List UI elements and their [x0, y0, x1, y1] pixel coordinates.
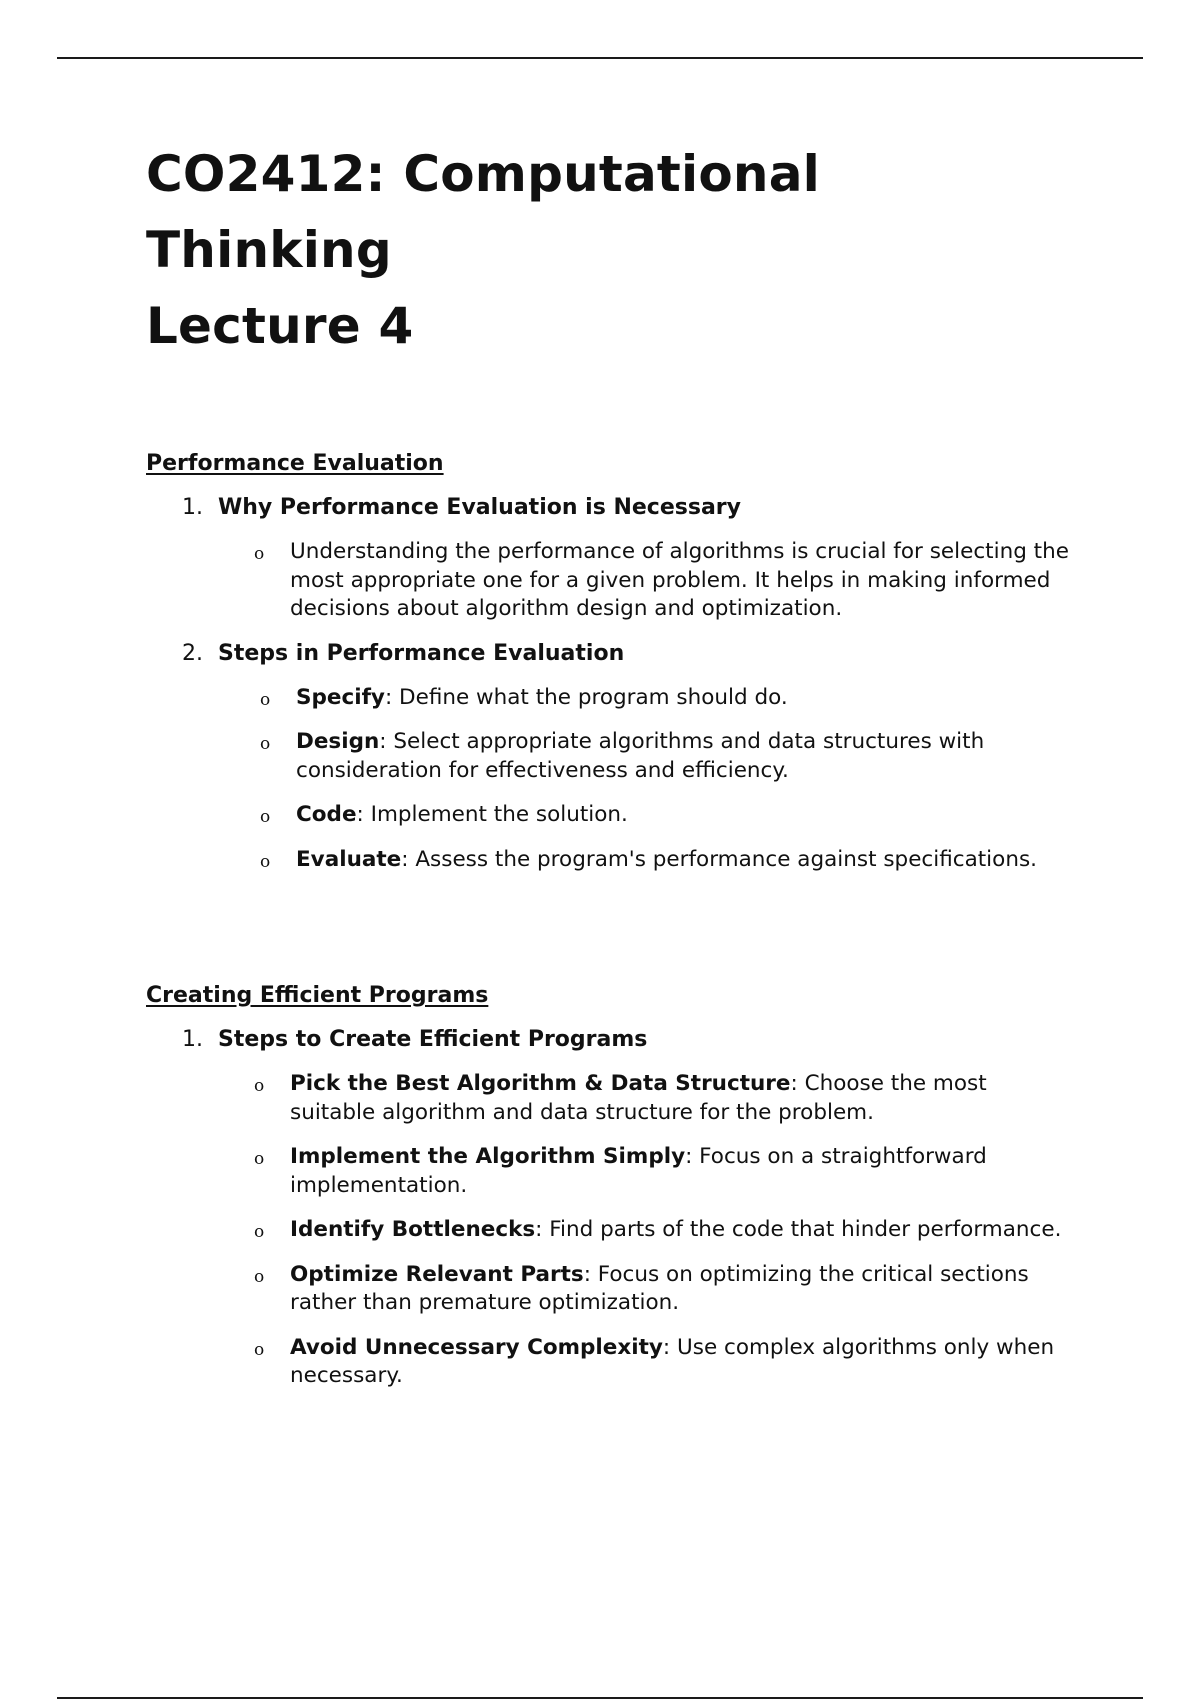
bullet-text: : Focus on a straightforward implementation. [290, 1144, 987, 1198]
bullet-term: Specify [296, 684, 385, 710]
hollow-bullet-icon: o [260, 807, 271, 827]
bullet-item [218, 801, 1076, 830]
title-line-2: Lecture 4 [146, 297, 414, 355]
bullet-term: Avoid Unnecessary Complexity [290, 1334, 663, 1360]
item-heading: Steps in Performance Evaluation [218, 640, 625, 666]
bullet-term: Code [296, 802, 357, 827]
section-heading-creating-efficient-programs: Creating Efficient Programs [146, 983, 489, 1008]
item-number: 1. [182, 495, 203, 520]
bullet-text: : Choose the most suitable algorithm and data structure for the problem. [290, 1071, 987, 1125]
bullet-item [218, 728, 1076, 785]
hollow-bullet-icon: o [254, 544, 265, 564]
bullet-term: Design [296, 729, 380, 754]
bullet-term: Pick the Best Algorithm & Data Structure [290, 1071, 791, 1096]
bullet-text: : Implement the solution. [356, 802, 628, 827]
document-title [146, 136, 1076, 364]
title-line-1: CO2412: Computational Thinking [146, 145, 820, 279]
hollow-bullet-icon: o [260, 734, 271, 754]
numbered-list [146, 494, 1076, 874]
list-item [146, 494, 1076, 624]
bottom-divider [57, 1697, 1143, 1699]
bullet-term: Evaluate [296, 846, 402, 872]
list-item [146, 1026, 1076, 1391]
numbered-list [146, 1026, 1076, 1391]
bullet-text: Understanding the performance of algorithms is crucial for selecting the most appropriate one for a given problem. It helps in making informed decisions about algorithm design and optimization. [290, 539, 1069, 621]
top-divider [57, 57, 1143, 59]
item-heading: Why Performance Evaluation is Necessary [218, 495, 741, 520]
bullet-item [218, 1070, 1076, 1127]
item-heading: Steps to Create Efficient Programs [218, 1027, 648, 1052]
bullet-text: : Assess the program's performance against specifications. [401, 846, 1037, 872]
bullet-text: : Focus on optimizing the critical sections rather than premature optimization. [290, 1261, 1029, 1315]
bullet-text: : Use complex algorithms only when necessary. [290, 1334, 1055, 1388]
hollow-bullet-icon: o [254, 1149, 265, 1169]
item-number: 2. [182, 640, 203, 666]
hollow-bullet-icon: o [260, 851, 271, 872]
document-body [146, 136, 1076, 1391]
bullet-text: : Find parts of the code that hinder performance. [535, 1217, 1062, 1242]
hollow-bullet-icon: o [260, 689, 271, 710]
bullet-text: : Select appropriate algorithms and data structures with consideration for effectiveness and efficiency. [296, 729, 985, 783]
bullet-item [218, 846, 1076, 875]
bullet-list [218, 1070, 1076, 1391]
bullet-item [218, 684, 1076, 713]
bullet-term: Optimize Relevant Parts [290, 1261, 584, 1287]
bullet-item [218, 1216, 1076, 1245]
bullet-item [218, 1334, 1076, 1391]
hollow-bullet-icon: o [254, 1266, 265, 1287]
bullet-text: : Define what the program should do. [384, 684, 788, 710]
bullet-list [218, 538, 1076, 624]
hollow-bullet-icon: o [254, 1222, 265, 1242]
item-number: 1. [182, 1027, 203, 1052]
section-heading-performance-evaluation: Performance Evaluation [146, 451, 444, 476]
bullet-item [218, 538, 1076, 624]
hollow-bullet-icon: o [254, 1076, 265, 1096]
bullet-term: Identify Bottlenecks [290, 1217, 536, 1242]
bullet-term: Implement the Algorithm Simply [290, 1144, 686, 1169]
bullet-list [218, 684, 1076, 875]
bullet-item [218, 1143, 1076, 1200]
list-item [146, 640, 1076, 875]
hollow-bullet-icon: o [254, 1339, 265, 1360]
bullet-item [218, 1261, 1076, 1318]
